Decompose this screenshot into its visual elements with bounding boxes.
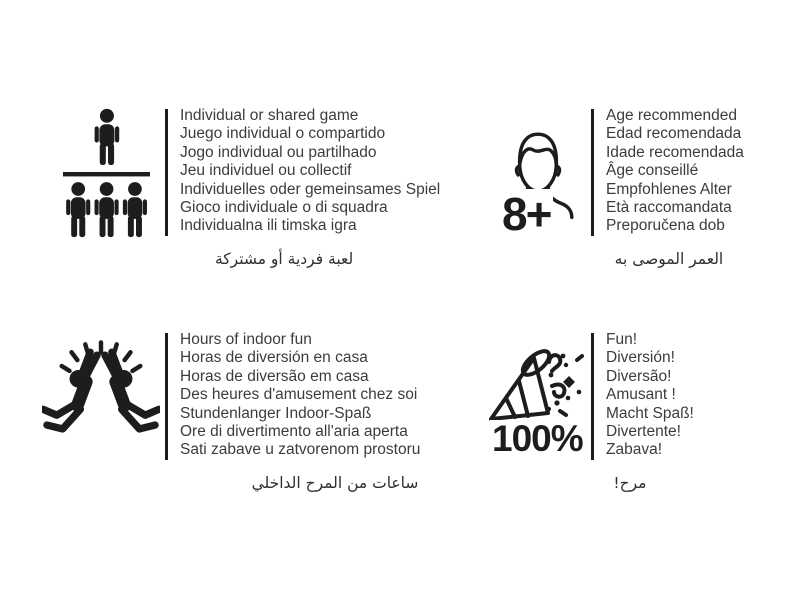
celebration-icon-box [489, 331, 591, 476]
age-text-column [594, 107, 744, 269]
text-line: Jeu individuel ou collectif [180, 162, 352, 180]
text-line: Macht Spaß! [606, 404, 694, 422]
text-line: Age recommended [606, 107, 737, 124]
hundred-percent-badge: 100% [492, 418, 583, 459]
section-age-recommended [489, 107, 744, 269]
players-text-column [168, 107, 440, 269]
players-icon-box [63, 107, 165, 257]
text-line: Gioco individuale o di squadra [180, 199, 388, 217]
text-line: Individuelles oder gemeinsames Spiel [180, 180, 441, 198]
text-line: Amusant ! [606, 386, 676, 404]
text-line: Empfohlenes Alter [606, 180, 732, 198]
text-line: Divertente! [606, 423, 681, 441]
text-line: Jogo individual ou partilhado [180, 143, 377, 161]
fun-hours-text-column [168, 331, 420, 493]
text-line: Sati zabave u zatvorenom prostoru [180, 441, 421, 459]
section-hours-of-indoor-fun [40, 331, 420, 493]
text-line: Individual or shared game [180, 107, 359, 124]
text-line: Idade recomendada [606, 143, 744, 161]
text-line: Preporučena dob [606, 217, 725, 235]
separator-line [63, 172, 150, 176]
fun-text-column [594, 331, 694, 493]
text-line: Des heures d'amusement chez soi [180, 386, 418, 404]
text-line: Fun! [606, 331, 638, 348]
fun-icon-box [40, 331, 165, 476]
age-icon-box [489, 107, 591, 257]
text-line: Età raccomandata [606, 199, 732, 217]
text-line: Edad recomendada [606, 125, 742, 143]
high-five-icon [42, 340, 160, 453]
arabic-text-line: العمر الموصى به [614, 249, 724, 268]
text-line: Stundenlanger Indoor-Spaß [180, 404, 372, 422]
text-line: Horas de diversão em casa [180, 367, 369, 385]
arabic-text-line: مرح! [613, 473, 647, 492]
text-line: Horas de diversión en casa [180, 349, 368, 367]
arabic-text-line: ساعات من المرح الداخلي [251, 473, 419, 492]
section-individual-or-shared-game [63, 107, 440, 269]
text-line: Individualna ili timska igra [180, 217, 357, 235]
players-group-icon [63, 107, 151, 239]
age-badge: 8+ [499, 189, 553, 239]
arabic-text-line: لعبة فردية أو مشتركة [214, 249, 354, 268]
text-line: Hours of indoor fun [180, 331, 312, 348]
text-line: Ore di divertimento all'aria aperta [180, 423, 408, 441]
text-line: Diversión! [606, 349, 675, 367]
section-fun [489, 331, 694, 493]
text-line: Âge conseillé [606, 162, 699, 180]
text-line: Diversão! [606, 367, 672, 385]
text-line: Zabava! [606, 441, 663, 459]
party-popper-icon [489, 348, 584, 424]
text-line: Juego individual o compartido [180, 125, 386, 143]
